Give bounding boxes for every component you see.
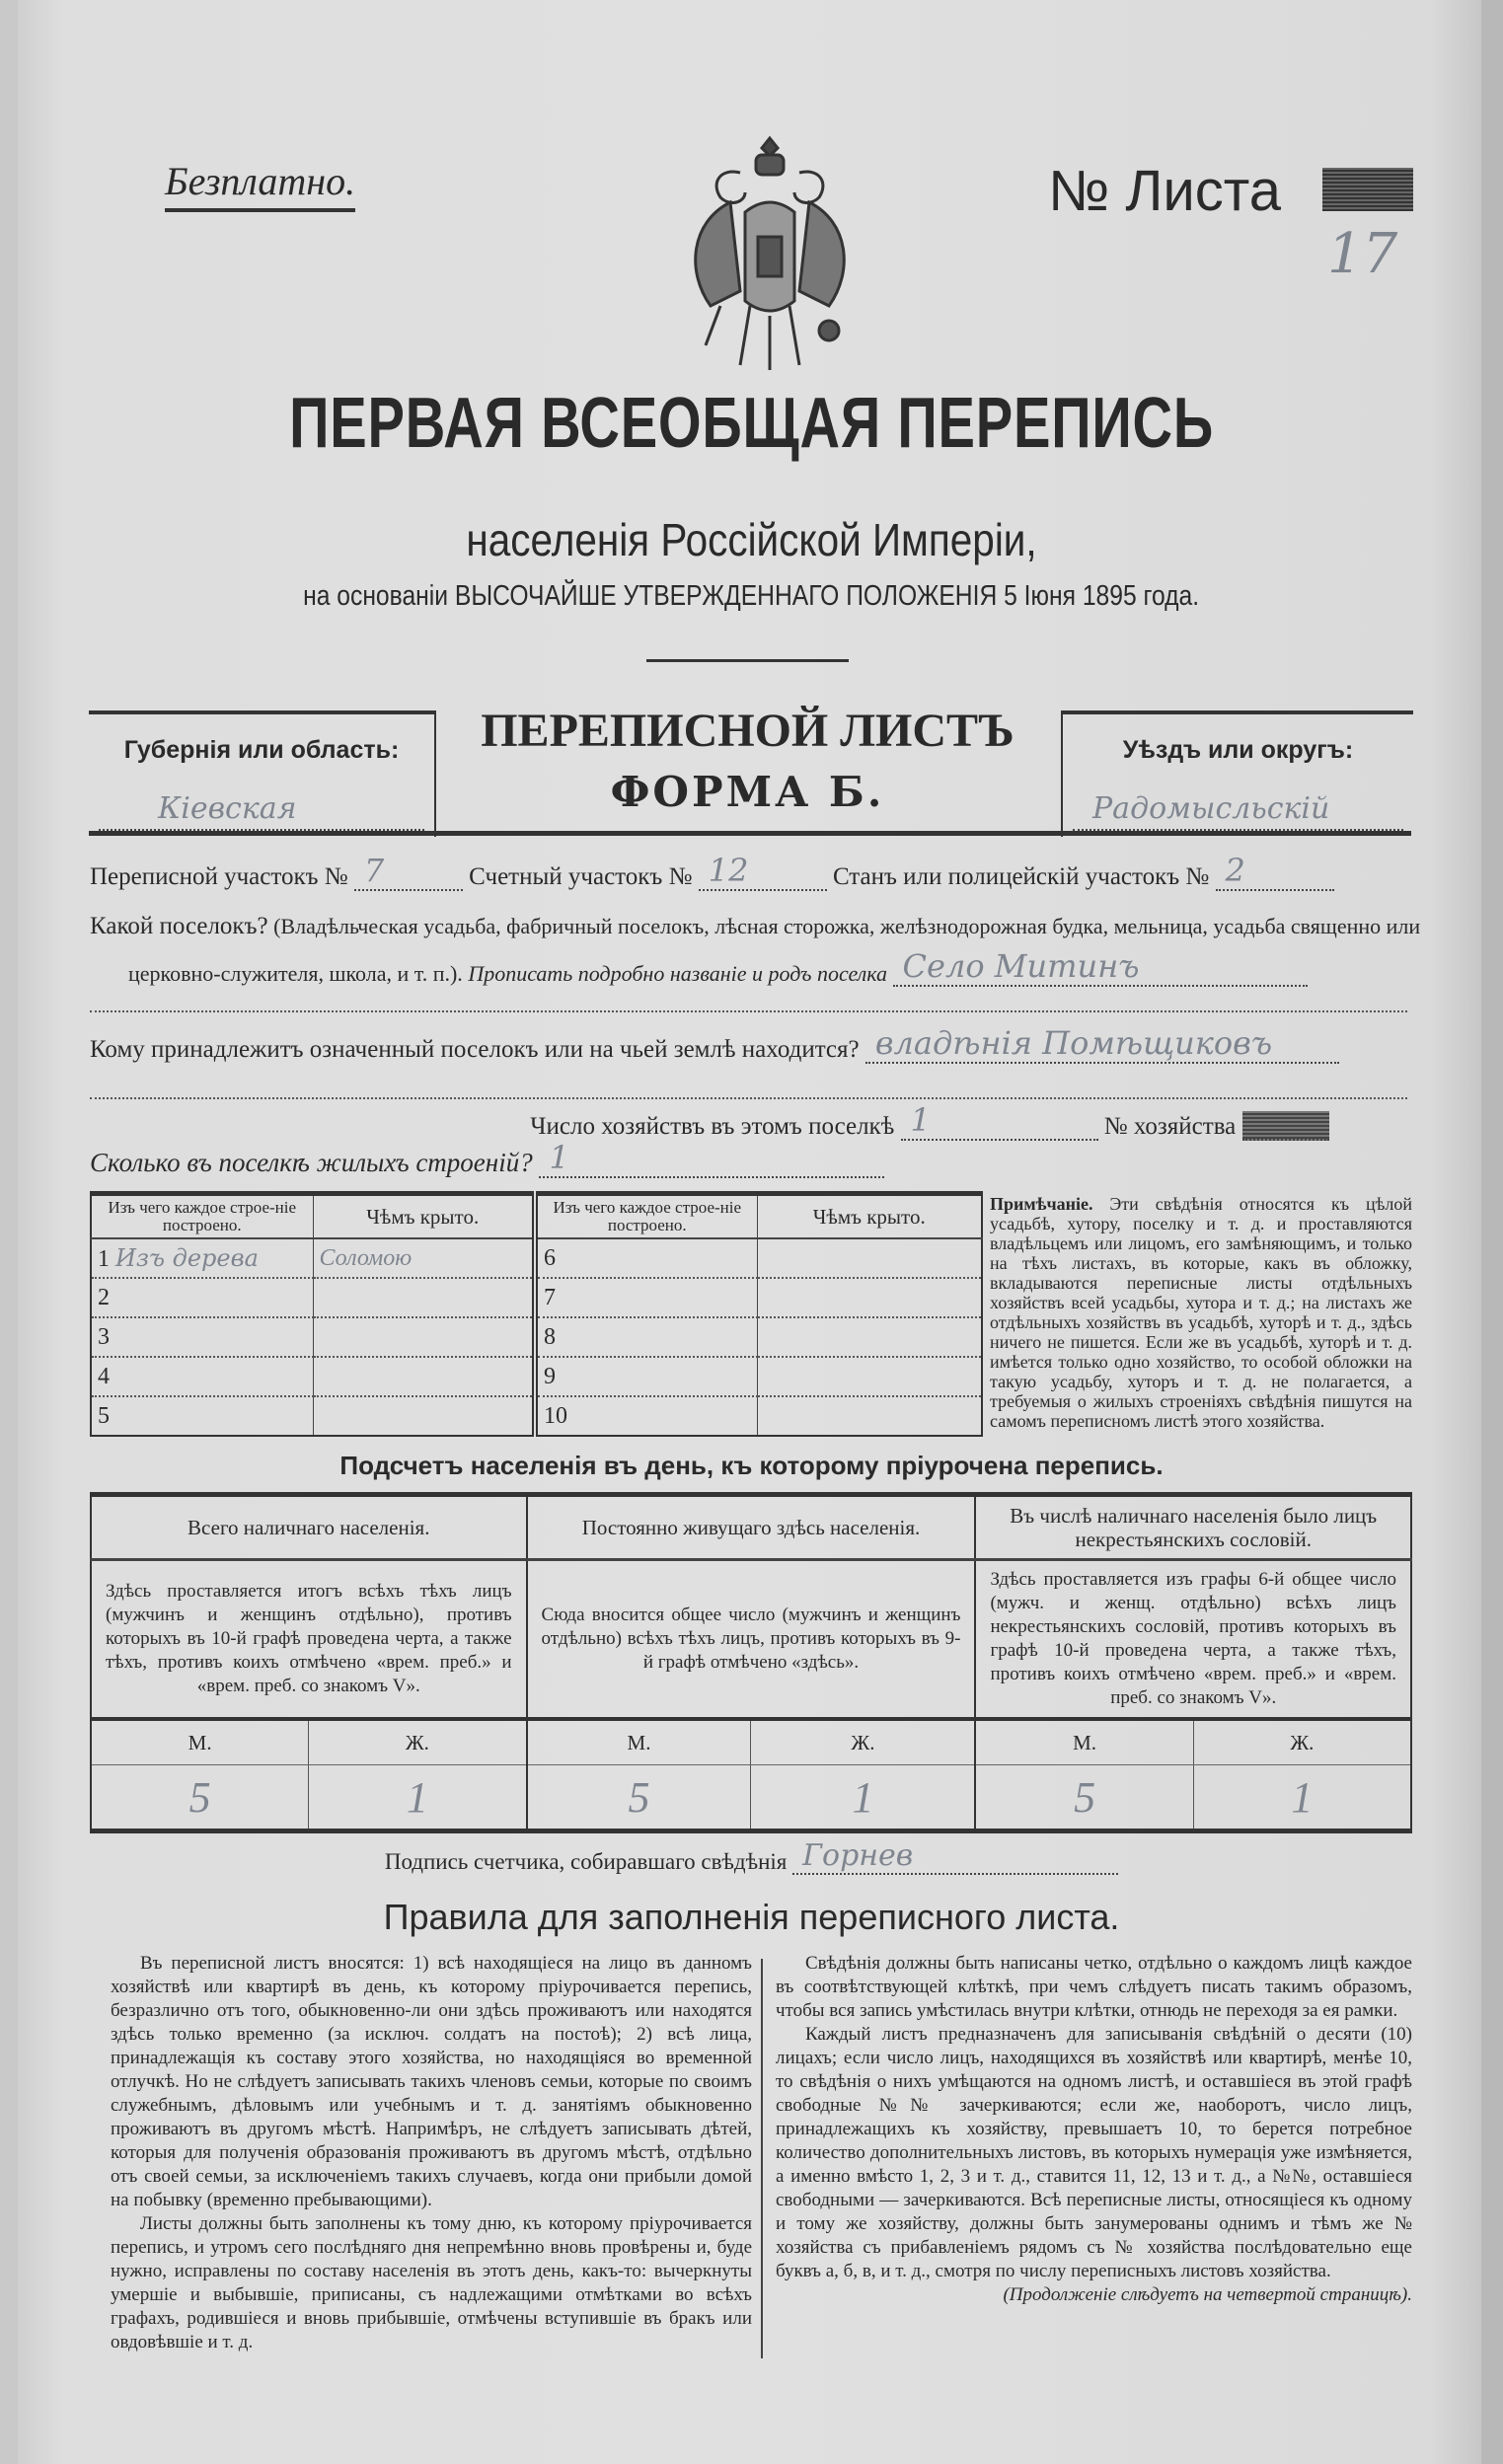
non-peasant-female[interactable]: 1 [1291, 1772, 1314, 1822]
households-value: 1 [910, 1101, 931, 1139]
household-number-stamp [1242, 1111, 1329, 1141]
roof-cell[interactable] [313, 1278, 535, 1317]
material-header: Изъ чего каждое строе-ніе построено. [91, 1194, 313, 1239]
total-present-female[interactable]: 1 [309, 1765, 527, 1831]
material-cell[interactable] [91, 1238, 313, 1278]
census-title [0, 383, 1503, 464]
material-cell[interactable] [91, 1317, 313, 1357]
permanent-residents-description: Сюда вносится общее число (мужчинъ и женщинъ отдѣльно) всѣхъ тѣхъ лицъ, противъ которыхъ въ 9-й графѣ отмѣчено «здѣсь». [527, 1560, 976, 1720]
household-number-label: № хозяйства [1103, 1113, 1237, 1140]
material-cell[interactable] [91, 1396, 313, 1436]
buildings-field[interactable] [539, 1139, 884, 1178]
material-cell[interactable] [535, 1278, 757, 1317]
signature-label: Подпись счетчика, собиравшаго свѣдѣнія [384, 1849, 788, 1874]
province-box [89, 710, 436, 837]
settlement-row-2 [128, 947, 1308, 987]
permanent-female[interactable]: 1 [751, 1765, 975, 1831]
total-present-header: Всего наличнаго населенія. [91, 1495, 527, 1560]
double-headed-eagle-emblem [681, 133, 859, 375]
signature-value: Горнев [802, 1838, 914, 1873]
note [990, 1194, 1412, 1431]
row-number: 9 [544, 1363, 556, 1389]
divider [89, 831, 1411, 836]
census-title-text: ПЕРВАЯ ВСЕОБЩАЯ ПЕРЕПИСЬ [289, 384, 1214, 463]
owner-row [90, 1024, 1339, 1064]
buildings-value: 1 [549, 1139, 569, 1176]
district-field[interactable]: Радомысльскій [1073, 791, 1403, 831]
table-row [91, 1278, 982, 1317]
permanent-male[interactable]: 5 [527, 1765, 751, 1831]
owner-label: Кому принадлежитъ означенный поселокъ или на чьей землѣ находится? [90, 1036, 860, 1063]
scan-edge [1481, 0, 1503, 2464]
female-label: Ж. [309, 1719, 527, 1765]
population-table [90, 1492, 1412, 1833]
male-label: М. [527, 1719, 751, 1765]
rules-paragraph: Въ переписной листъ вносятся: 1) всѣ находящіеся на лицо въ данномъ хозяйствѣ или квартирѣ въ день, къ которому пріурочивается перепись, безразлично отъ того, обыкновенно-ли они здѣсь проживаютъ или находятся здѣсь только временно (за исключ. солдатъ на постоѣ); 2) всѣ лица, принадлежащія къ составу этого хозяйства, но находящіяся во временной отлучкѣ. Но не слѣдуетъ записывать такихъ членовъ семьи, которые по своимъ служебнымъ, дѣловымъ или учебнымъ и т. д. занятіямъ обыкновенно проживаютъ въ другомъ мѣстѣ. Напримѣръ, не слѣдуетъ записывать дѣтей, которыя для полученія образованія проживаютъ въ другомъ мѣстѣ, отдѣльно отъ своей семьи, за исключеніемъ такихъ случаевъ, когда они прибыли домой на побывку (временно пребывающими). [111, 1953, 752, 2210]
police-district-field[interactable] [1216, 852, 1334, 891]
male-label: М. [975, 1719, 1193, 1765]
police-district-label: Станъ или полицейскій участокъ № [832, 863, 1210, 890]
roof-cell[interactable] [313, 1396, 535, 1436]
row-number: 4 [98, 1363, 110, 1389]
owner-field[interactable] [865, 1024, 1339, 1064]
roof-cell[interactable] [757, 1317, 982, 1357]
row-number: 6 [544, 1244, 556, 1271]
material-cell[interactable] [535, 1396, 757, 1436]
count-district-field[interactable] [699, 852, 827, 891]
count-district-value: 12 [708, 852, 749, 889]
male-label: М. [91, 1719, 309, 1765]
rules-title: Правила для заполненія переписного листа. [383, 1897, 1120, 1937]
table-row [91, 1357, 982, 1396]
row-number: 3 [98, 1323, 110, 1350]
households-label: Число хозяйствъ въ этомъ поселкѣ [530, 1113, 895, 1140]
continued-note: (Продолженіе слѣдуетъ на четвертой страницѣ). [1003, 2284, 1412, 2305]
rules-right-column [776, 1952, 1412, 2307]
material-cell[interactable] [91, 1278, 313, 1317]
census-district-label: Переписной участокъ № [90, 863, 348, 890]
rules-paragraph: Листы должны быть заполнены къ тому дню, къ которому пріурочивается перепись, и утромъ сего послѣдняго дня непремѣнно вновь провѣрены и, буде нужно, исправлены по составу населенія въ этотъ день, какъ-то: вычеркнуты умершіе и выбывшіе, приписаны, съ надлежащими отмѣтками во всѣхъ графахъ, родившіеся и вновь прибывшіе, отмѣчены вступившіе въ бракъ или овдовѣвшіе и т. д. [111, 2213, 752, 2352]
population-values-row [91, 1765, 1411, 1831]
population-description-row [91, 1560, 1411, 1720]
settlement-label: Какой поселокъ? [90, 913, 268, 939]
signature-row [0, 1838, 1503, 1875]
row-number: 10 [544, 1402, 567, 1429]
buildings-table [90, 1191, 983, 1437]
roof-cell[interactable] [757, 1278, 982, 1317]
form-name: ФОРМА Б. [610, 768, 885, 816]
province-field[interactable]: Кіевская [99, 791, 424, 831]
districts-row [90, 852, 1334, 891]
population-sex-row [91, 1719, 1411, 1765]
households-row [90, 1101, 1329, 1141]
district-box [1061, 710, 1413, 837]
sheet-number-stamp [1322, 168, 1413, 211]
settlement-instruction: Прописать подробно названіе и родъ поселка [468, 961, 888, 986]
roof-cell[interactable] [313, 1317, 535, 1357]
non-peasant-male[interactable]: 5 [975, 1765, 1193, 1831]
police-district-value: 2 [1225, 852, 1245, 889]
material-header: Изъ чего каждое строе-ніе построено. [535, 1194, 757, 1239]
decree-text: на основаніи ВЫСОЧАЙШЕ УТВЕРЖДЕННАГО ПОЛОЖЕНІЯ 5 Іюня 1895 года. [303, 580, 1200, 612]
rules-left-column [111, 1952, 752, 2354]
spacer [90, 1115, 524, 1141]
note-text: Эти свѣдѣнія относятся къ цѣлой усадьбѣ, хутору, поселку и т. д. и проставляются владѣльцемъ или лицомъ, его замѣняющимъ, и только на тѣхъ листахъ, въ которые, какъ въ обложку, вкладываются переписные листы отдѣльныхъ хозяйствъ всей усадьбы, хутора и т. д.; на листахъ же отдѣльныхъ хозяйствъ въ усадьбѣ, хуторѣ и т. д., здѣсь ничего не пишется. Если же въ усадьбѣ, хуторѣ и т. д. имѣется только одно хозяйство, то особой обложки на такую усадьбу, хуторъ и т. д. не полагается, а требуемыя о жилыхъ строеніяхъ свѣдѣнія пишутся на самомъ переписномъ листѣ этого хозяйства. [990, 1194, 1413, 1431]
column-divider [761, 1959, 763, 2358]
population-header-row [91, 1495, 1411, 1560]
material-value: Изъ дерева [115, 1243, 259, 1272]
settlement-field-line[interactable] [90, 1010, 1407, 1012]
rules-paragraph: Свѣдѣнія должны быть написаны четко, отдѣльно о каждомъ лицѣ каждое въ соотвѣтствующей клѣткѣ, при чемъ слѣдуетъ писать такимъ образомъ, чтобы вся запись умѣстилась внутри клѣтки, отнюдь не переходя за ея рамки. [776, 1953, 1412, 2021]
free-of-charge-label: Безплатно. [165, 158, 355, 212]
count-district-label: Счетный участокъ № [469, 863, 693, 890]
province-label: Губернія или область: [123, 736, 400, 764]
divider [646, 659, 849, 662]
settlement-hint-2: церковно-служителя, школа, и т. п.). [128, 961, 463, 986]
row-number: 2 [98, 1284, 110, 1310]
district-label: Уѣздъ или округъ: [1122, 736, 1354, 764]
owner-value: владѣнія Помѣщиковъ [874, 1024, 1273, 1062]
total-present-male[interactable]: 5 [91, 1765, 309, 1831]
census-subtitle [0, 513, 1503, 566]
table-row [91, 1238, 982, 1278]
female-label: Ж. [1193, 1719, 1411, 1765]
roof-cell[interactable] [757, 1238, 982, 1278]
non-peasant-header: Въ числѣ наличнаго населенія было лицъ некрестьянскихъ сословій. [975, 1495, 1411, 1560]
row-number: 1 [98, 1245, 110, 1272]
female-label: Ж. [751, 1719, 975, 1765]
note-label: Примѣчаніе. [990, 1194, 1093, 1214]
settlement-hint: (Владѣльческая усадьба, фабричный поселокъ, лѣсная сторожка, желѣзнодорожная будка, мельница, усадьба священно или [273, 914, 1421, 938]
roof-header: Чѣмъ крыто. [757, 1194, 982, 1239]
census-district-field[interactable] [354, 852, 463, 891]
census-subtitle-text: населенія Россійской Имперіи, [466, 514, 1037, 565]
roof-header: Чѣмъ крыто. [313, 1194, 535, 1239]
roof-cell[interactable] [757, 1357, 982, 1396]
table-header-row [91, 1194, 982, 1239]
sheet-number-label: № Листа [1048, 159, 1281, 223]
roof-cell[interactable] [313, 1357, 535, 1396]
row-number: 5 [98, 1402, 110, 1429]
row-number: 7 [544, 1284, 556, 1310]
permanent-residents-header: Постоянно живущаго здѣсь населенія. [527, 1495, 976, 1560]
census-district-value: 7 [363, 852, 385, 889]
non-peasant-description: Здѣсь проставляется изъ графы 6-й общее число (мужч. и женщ. отдѣльно) всѣхъ лицъ некрестьянскихъ сословій, противъ которыхъ въ графѣ 10-й проведена черта, а также тѣхъ, противъ коихъ отмѣчено «врем. преб.» и «врем. преб. со знакомъ V». [975, 1560, 1411, 1720]
material-cell[interactable] [535, 1317, 757, 1357]
buildings-row [90, 1139, 884, 1178]
buildings-label: Сколько въ поселкѣ жилыхъ строеній? [90, 1148, 533, 1177]
rules-paragraph: Каждый листъ предназначенъ для записыванія свѣдѣній о десяти (10) лицахъ; если число лицъ, находящихся въ хозяйствѣ или квартирѣ, менѣе 10, то свѣдѣнія о нихъ умѣщаются на одномъ листѣ, и оставшіеся въ этой графѣ свободные №№ зачеркиваются; если же, наоборотъ, число лицъ, принадлежащихъ къ хозяйству, превышаетъ 10, то берется потребное количество дополнительныхъ листовъ, въ которыхъ нумерація уже измѣняется, а именно вмѣсто 1, 2, 3 и т. д., ставится 11, 12, 13 и т. д., а №№, оставшіеся свободными — зачеркиваются. Всѣ переписные листы, относящіеся къ одному и тому же хозяйству, должны быть занумерованы однимъ и тѣмъ же № хозяйства съ прибавленіемъ рядомъ съ № хозяйства послѣдовательно еще буквъ а, б, в, и т. д., смотря по числу переписныхъ листовъ хозяйства. [776, 2024, 1412, 2281]
settlement-field[interactable] [893, 947, 1308, 987]
owner-field-line[interactable] [90, 1097, 1407, 1099]
settlement-row [90, 913, 1420, 940]
table-row [91, 1396, 982, 1436]
roof-cell[interactable]: Соломою [313, 1238, 535, 1278]
material-cell[interactable] [91, 1357, 313, 1396]
households-field[interactable] [901, 1101, 1098, 1141]
signature-field[interactable] [792, 1838, 1118, 1875]
table-row [91, 1317, 982, 1357]
row-number: 8 [544, 1323, 556, 1350]
sheet-number-value: 17 [1327, 222, 1398, 286]
material-cell[interactable] [535, 1357, 757, 1396]
roof-cell[interactable] [757, 1396, 982, 1436]
settlement-value: Село Митинъ [902, 947, 1140, 985]
total-present-description: Здѣсь проставляется итогъ всѣхъ тѣхъ лицъ (мужчинъ и женщинъ отдѣльно), противъ которыхъ въ 10-й графѣ проведена черта, а также тѣхъ, противъ коихъ отмѣчено «врем. преб.» и «врем. преб. со знакомъ V». [91, 1560, 527, 1720]
population-title: Подсчетъ населенія въ день, къ которому пріурочена перепись. [339, 1451, 1164, 1480]
form-title: ПЕРЕПИСНОЙ ЛИСТЪ [481, 705, 1015, 757]
decree-line [0, 580, 1503, 613]
material-cell[interactable] [535, 1238, 757, 1278]
